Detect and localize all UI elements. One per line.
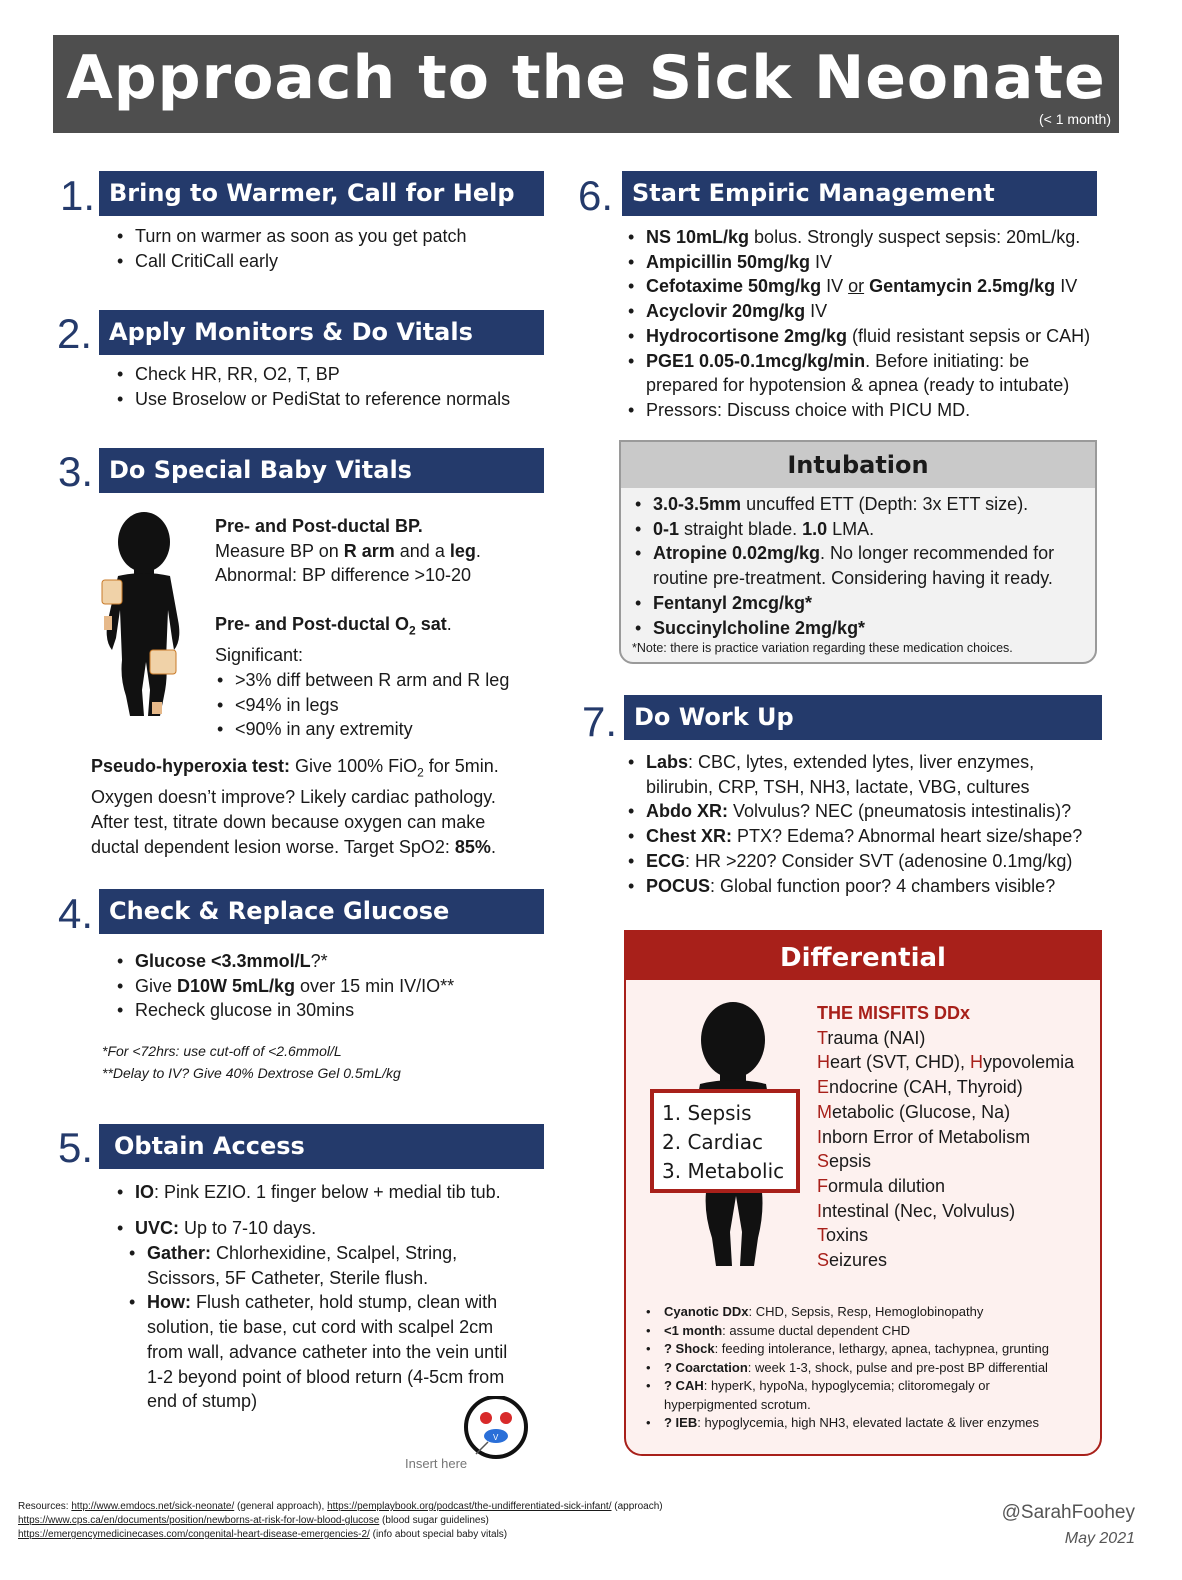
section-6-list — [626, 225, 1090, 423]
list-item: Heart (SVT, CHD), Hypovolemia — [817, 1052, 1075, 1073]
resource-link[interactable]: http://www.emdocs.net/sick-neonate/ — [71, 1501, 235, 1512]
intubation-note: *Note: there is practice variation regarding these medication choices. — [632, 641, 1013, 655]
list-item: Endocrine (CAH, Thyroid) — [817, 1077, 1023, 1098]
section-4-number: 4. — [58, 890, 94, 937]
list-item: Intestinal (Nec, Volvulus) — [817, 1200, 1016, 1221]
list-item: Trauma (NAI) — [817, 1027, 926, 1048]
section-1-header: Bring to Warmer, Call for Help — [99, 171, 544, 216]
section-2-header: Apply Monitors & Do Vitals — [99, 310, 544, 355]
section-7-header: Do Work Up — [624, 695, 1102, 740]
list-item: • Hydrocortisone 2mg/kg (fluid resistant sepsis or CAH) — [626, 324, 1090, 349]
list-item: • Turn on warmer as soon as you get patch — [115, 224, 467, 249]
bp-title: Pre- and Post-ductal BP. — [215, 516, 423, 536]
uvc-sublist — [127, 1241, 507, 1414]
list-item: • ? IEB: hypoglycemia, high NH3, elevated lactate & liver enzymes — [644, 1414, 1049, 1433]
resource-link[interactable]: https://pemplaybook.org/podcast/the-undifferentiated-sick-infant/ — [327, 1501, 612, 1512]
list-item: Toxins — [817, 1225, 869, 1246]
sat-title: Pre- and Post-ductal $O_2$ sat. — [215, 614, 452, 638]
list-item: • Gather: Chlorhexidine, Scalpel, String, Scissors, 5F Catheter, Sterile flush. — [127, 1241, 507, 1290]
section-6-number: 6. — [578, 172, 614, 219]
list-item: • <94% in legs — [215, 693, 509, 718]
list-item: • Glucose <3.3mmol/L?* — [115, 949, 454, 974]
misfits-list: THE MISFITS DDx Trauma (NAI) Heart (SVT, CHD), Hypovolemia Endocrine (CAH, Thyroid) Metabolic (Glucose, Na) Inborn Error of Metabolism Sepsis Formula dilution Intestinal (Nec, Volvulus) Toxins Seizures — [817, 1001, 1074, 1273]
umbilicus-icon — [462, 1396, 532, 1460]
list-item: • POCUS: Global function poor? 4 chambers visible? — [626, 874, 1082, 899]
list-item: • PGE1 0.05-0.1mcg/kg/min. Before initiating: be prepared for hypotension & apnea (ready to intubate) — [626, 349, 1090, 398]
bp-line-1: Measure BP on R arm and a leg. — [215, 540, 481, 561]
sat-list — [215, 668, 509, 742]
section-3-number: 3. — [58, 448, 94, 495]
section-5-number: 5. — [58, 1124, 94, 1171]
section-5-header: Obtain Access — [99, 1124, 544, 1169]
list-item: • ECG: HR >220? Consider SVT (adenosine 0.1mg/kg) — [626, 849, 1082, 874]
list-item: • Acyclovir 20mg/kg IV — [626, 299, 1090, 324]
top-three-list: 1. Sepsis 2. Cardiac 3. Metabolic — [650, 1089, 800, 1193]
list-item: • Give D10W 5mL/kg over 15 min IV/IO** — [115, 974, 454, 999]
list-item: • IO: Pink EZIO. 1 finger below + medial tib tub. — [115, 1180, 501, 1205]
glucose-notes: *For <72hrs: use cut-off of <2.6mmol/L **Delay to IV? Give 40% Dextrose Gel 0.5mL/kg — [102, 1043, 401, 1081]
list-item: • Fentanyl 2mcg/kg* — [633, 591, 1054, 616]
list-item: Metabolic (Glucose, Na) — [817, 1101, 1011, 1122]
author-block — [1002, 1500, 1135, 1552]
intubation-list — [633, 492, 1054, 640]
list-item: Formula dilution — [817, 1175, 946, 1196]
bp-line-2: Abnormal: BP difference >10-20 — [215, 565, 471, 586]
list-item: • Abdo XR: Volvulus? NEC (pneumatosis intestinalis)? — [626, 799, 1082, 824]
section-3-header: Do Special Baby Vitals — [99, 448, 544, 493]
list-item: Sepsis — [817, 1151, 872, 1172]
list-item: • <1 month: assume ductal dependent CHD — [644, 1322, 1049, 1341]
section-7-list — [626, 750, 1082, 898]
list-item: • Recheck glucose in 30mins — [115, 998, 454, 1023]
hyperoxia-block: Pseudo-hyperoxia test: Give 100% FiO$_2$ for 5min. Oxygen doesn’t improve? Likely cardiac pathology. After test, titrate down because oxygen can make ductal dependent lesion worse. Target SpO2: 85%. — [91, 756, 499, 857]
svg-text:V: V — [493, 1433, 499, 1442]
section-7-number: 7. — [582, 698, 618, 745]
page-title: Approach to the Sick Neonate — [66, 43, 1106, 113]
title-banner — [53, 35, 1119, 133]
resources-footer: Resources: http://www.emdocs.net/sick-neonate/ (general approach), https://pemplaybook.org/podcast/the-undifferentiated-sick-infant/ (approach) https://www.cps.ca/en/documents/position/newborns-at-risk-for-low-blood-glucose (blood sugar guidelines) https://emergencymedicinecases.com/congenital-heart-disease-emergencies-2/ (info about special baby vitals) — [18, 1501, 663, 1540]
list-item: • ? Shock: feeding intolerance, lethargy, apnea, tachypnea, grunting — [644, 1340, 1049, 1359]
sat-line-1: Significant: — [215, 645, 304, 666]
list-item: • >3% diff between R arm and R leg — [215, 668, 509, 693]
sat-block — [215, 612, 509, 742]
list-item: • Cyanotic DDx: CHD, Sepsis, Resp, Hemoglobinopathy — [644, 1303, 1049, 1322]
list-item: • UVC: Up to 7-10 days. — [115, 1216, 316, 1241]
list-item: • Check HR, RR, O2, T, BP — [115, 362, 510, 387]
io-item — [115, 1180, 501, 1205]
resource-link[interactable]: https://emergencymedicinecases.com/congenital-heart-disease-emergencies-2/ — [18, 1529, 370, 1540]
list-item: • Succinylcholine 2mg/kg* — [633, 616, 1054, 641]
differential-notes — [644, 1303, 1049, 1433]
list-item: • Ampicillin 50mg/kg IV — [626, 250, 1090, 275]
list-item: • Atropine 0.02mg/kg. No longer recommended for routine pre-treatment. Considering having it ready. — [633, 541, 1054, 590]
list-item: • NS 10mL/kg bolus. Strongly suspect sepsis: 20mL/kg. — [626, 225, 1090, 250]
list-item: • Cefotaxime 50mg/kg IV or Gentamycin 2.5mg/kg IV — [626, 274, 1090, 299]
page-subtitle: (< 1 month) — [1039, 111, 1111, 127]
intubation-title: Intubation — [621, 442, 1095, 488]
resource-link[interactable]: https://www.cps.ca/en/documents/position/newborns-at-risk-for-low-blood-glucose — [18, 1515, 380, 1526]
author-handle: @SarahFoohey — [1001, 1502, 1135, 1523]
section-1-number: 1. — [60, 172, 96, 219]
list-item: • 0-1 straight blade. 1.0 LMA. — [633, 517, 1054, 542]
list-item: Inborn Error of Metabolism — [817, 1126, 1031, 1147]
list-item: • <90% in any extremity — [215, 717, 509, 742]
list-item: • Labs: CBC, lytes, extended lytes, liver enzymes, bilirubin, CRP, TSH, NH3, lactate, VBG, cultures — [626, 750, 1082, 799]
list-item: • 3.0-3.5mm uncuffed ETT (Depth: 3x ETT size). — [633, 492, 1054, 517]
list-item: • Use Broselow or PediStat to reference normals — [115, 387, 510, 412]
list-item: • Pressors: Discuss choice with PICU MD. — [626, 398, 1090, 423]
bp-block — [215, 514, 481, 588]
list-item: • Chest XR: PTX? Edema? Abnormal heart size/shape? — [626, 824, 1082, 849]
section-4-header: Check & Replace Glucose — [99, 889, 544, 934]
section-2-list — [115, 362, 510, 411]
section-1-list — [115, 224, 467, 273]
section-6-header: Start Empiric Management — [622, 171, 1097, 216]
section-4-list — [115, 949, 454, 1023]
publish-date: May 2021 — [1064, 1530, 1135, 1547]
list-item: • How: Flush catheter, hold stump, clean with solution, tie base, cut cord with scalpel 2cm from wall, advance catheter into the vein until 1-2 beyond point of blood return (4-5cm from end of stump) — [127, 1290, 507, 1414]
list-item: • ? Coarctation: week 1-3, shock, pulse and pre-post BP differential — [644, 1359, 1049, 1378]
insert-here-label: Insert here — [405, 1456, 468, 1471]
list-item: • ? CAH: hyperK, hypoNa, hypoglycemia; clitoromegaly or hyperpigmented scrotum. — [644, 1377, 1049, 1414]
section-2-number: 2. — [57, 310, 93, 357]
baby-silhouette-icon — [98, 510, 190, 722]
list-item: • Call CritiCall early — [115, 249, 467, 274]
list-item: Seizures — [817, 1250, 888, 1271]
differential-title: Differential — [626, 932, 1100, 980]
uvc-item — [115, 1216, 316, 1241]
